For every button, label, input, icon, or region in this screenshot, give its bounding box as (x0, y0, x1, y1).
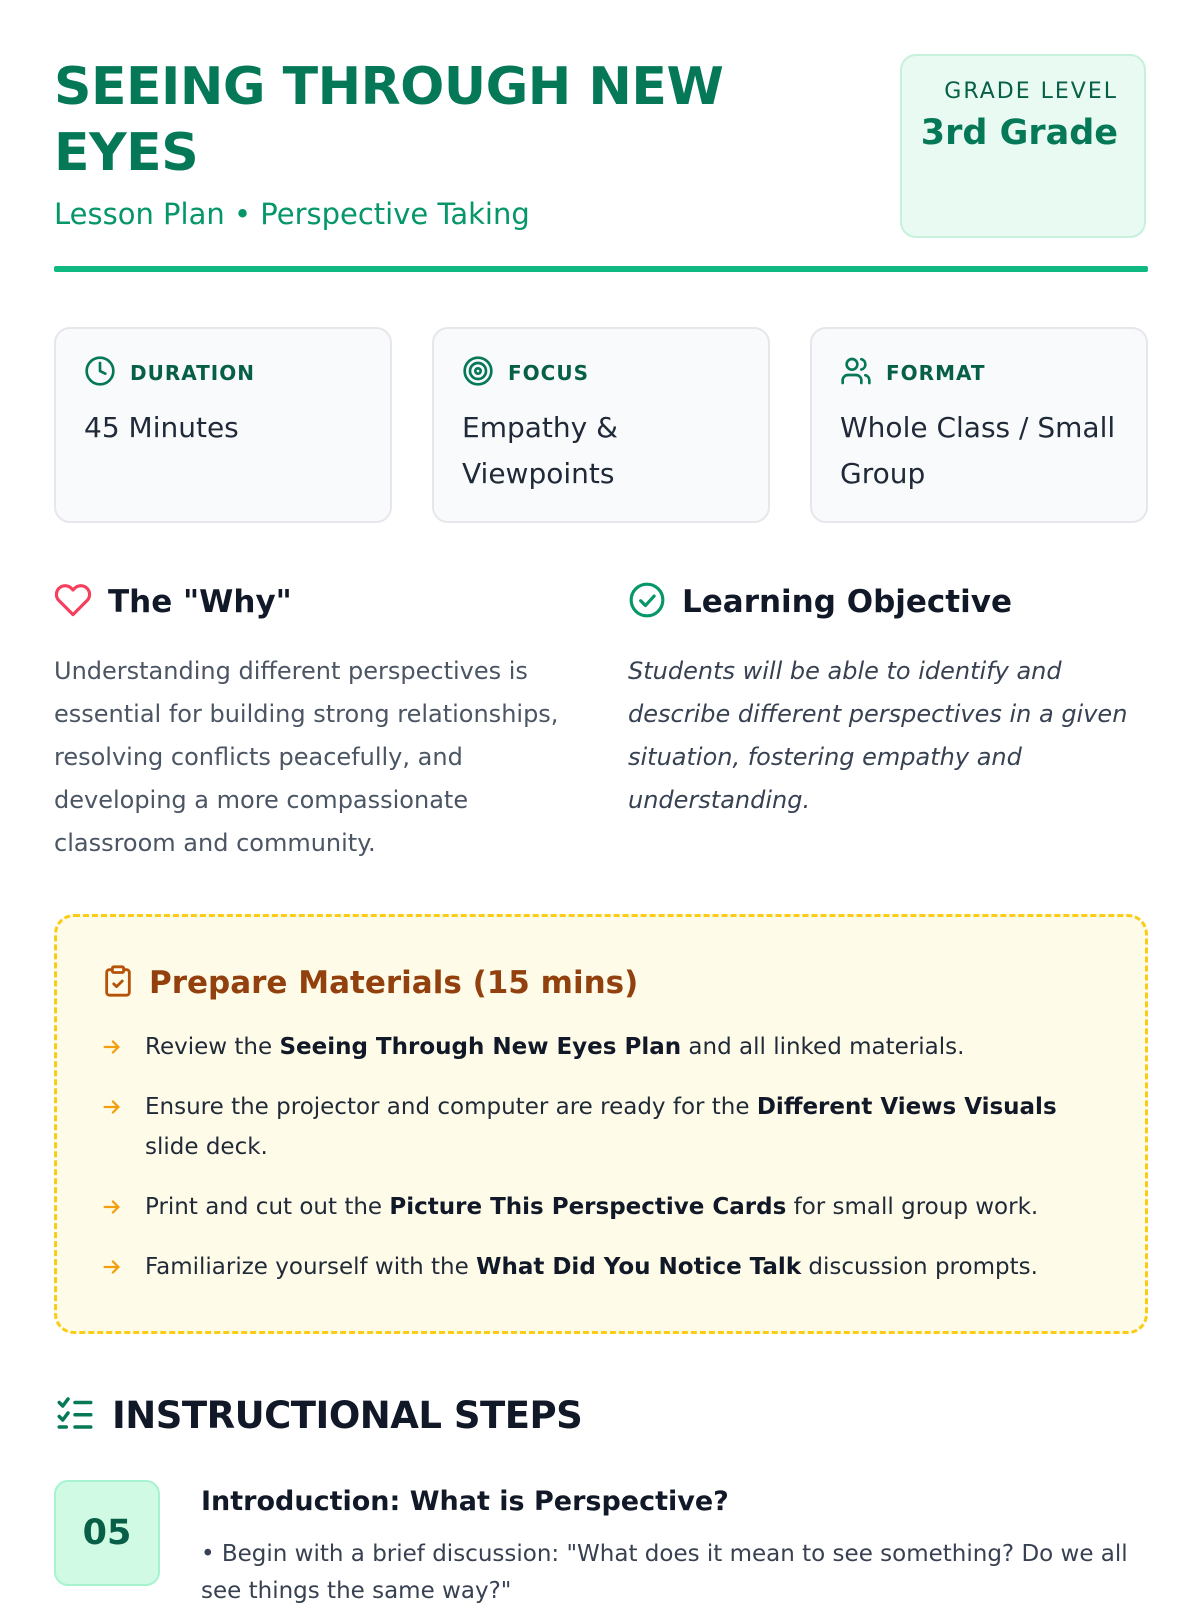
format-value: Whole Class / Small Group (840, 411, 1116, 490)
step-item (54, 1480, 1148, 1620)
list-checks-icon (54, 1392, 96, 1438)
why-title: The "Why" (108, 584, 292, 620)
item-text: Ensure the projector and computer are ready for the (145, 1094, 757, 1120)
item-text: discussion prompts. (801, 1254, 1038, 1280)
item-text: Print and cut out the (145, 1194, 390, 1220)
check-circle-icon (628, 581, 666, 623)
grade-level-value: 3rd Grade (920, 113, 1118, 153)
item-text: and all linked materials. (681, 1034, 965, 1060)
item-text: for small group work. (786, 1194, 1039, 1220)
arrow-right-icon (101, 1247, 145, 1287)
clipboard-check-icon (101, 962, 135, 1004)
list-item (101, 1187, 1101, 1227)
step-bullet: • Begin with a brief discussion: "What does it mean to see something? Do we all see things the same way?" (201, 1541, 1128, 1604)
grade-level-badge (900, 54, 1146, 238)
why-text: Understanding different perspectives is essential for building strong relationships, resolving conflicts peacefully, and developing a more compassionate classroom and community. (54, 657, 559, 857)
grade-level-label: GRADE LEVEL (944, 79, 1118, 104)
learning-objective-section (628, 580, 1148, 822)
arrow-right-icon (101, 1027, 145, 1067)
item-material-name: What Did You Notice Talk (476, 1254, 802, 1280)
instructional-steps-header (54, 1390, 582, 1440)
duration-label: DURATION (130, 361, 255, 385)
header (54, 54, 1148, 274)
prepare-materials-box (54, 914, 1148, 1334)
target-icon (462, 355, 494, 391)
instructional-steps-title: INSTRUCTIONAL STEPS (112, 1393, 583, 1437)
arrow-right-icon (101, 1087, 145, 1127)
header-divider (54, 266, 1148, 272)
duration-value: 45 Minutes (84, 411, 239, 444)
learning-objective-text: Students will be able to identify and describe different perspectives in a given situation, fostering empathy and understanding. (628, 657, 1128, 814)
focus-value: Empathy & Viewpoints (462, 411, 618, 490)
item-material-name: Picture This Perspective Cards (389, 1194, 787, 1220)
item-text: slide deck. (145, 1134, 268, 1160)
format-label: FORMAT (886, 361, 986, 385)
item-text: Familiarize yourself with the (145, 1254, 477, 1280)
page-subtitle: Lesson Plan • Perspective Taking (54, 197, 530, 231)
item-text: Review the (145, 1034, 280, 1060)
clock-icon (84, 355, 116, 391)
list-item (101, 1027, 1101, 1067)
format-card (810, 327, 1148, 523)
list-item (101, 1247, 1101, 1287)
users-icon (840, 355, 872, 391)
list-item (101, 1087, 1101, 1167)
arrow-right-icon (101, 1187, 145, 1227)
duration-card (54, 327, 392, 523)
prepare-materials-list (101, 1027, 1101, 1287)
learning-objective-title: Learning Objective (682, 584, 1012, 620)
step-title: Introduction: What is Perspective? (201, 1486, 729, 1517)
focus-label: FOCUS (508, 361, 589, 385)
why-section (54, 580, 574, 865)
page-title: SEEING THROUGH NEW EYES (54, 57, 724, 183)
item-material-name: Different Views Visuals (756, 1094, 1057, 1120)
step-number: 05 (54, 1480, 160, 1586)
item-material-name: Seeing Through New Eyes Plan (279, 1034, 682, 1060)
focus-card (432, 327, 770, 523)
heart-icon (54, 581, 92, 623)
prepare-materials-title: Prepare Materials (15 mins) (149, 965, 639, 1001)
info-cards (54, 327, 1148, 523)
